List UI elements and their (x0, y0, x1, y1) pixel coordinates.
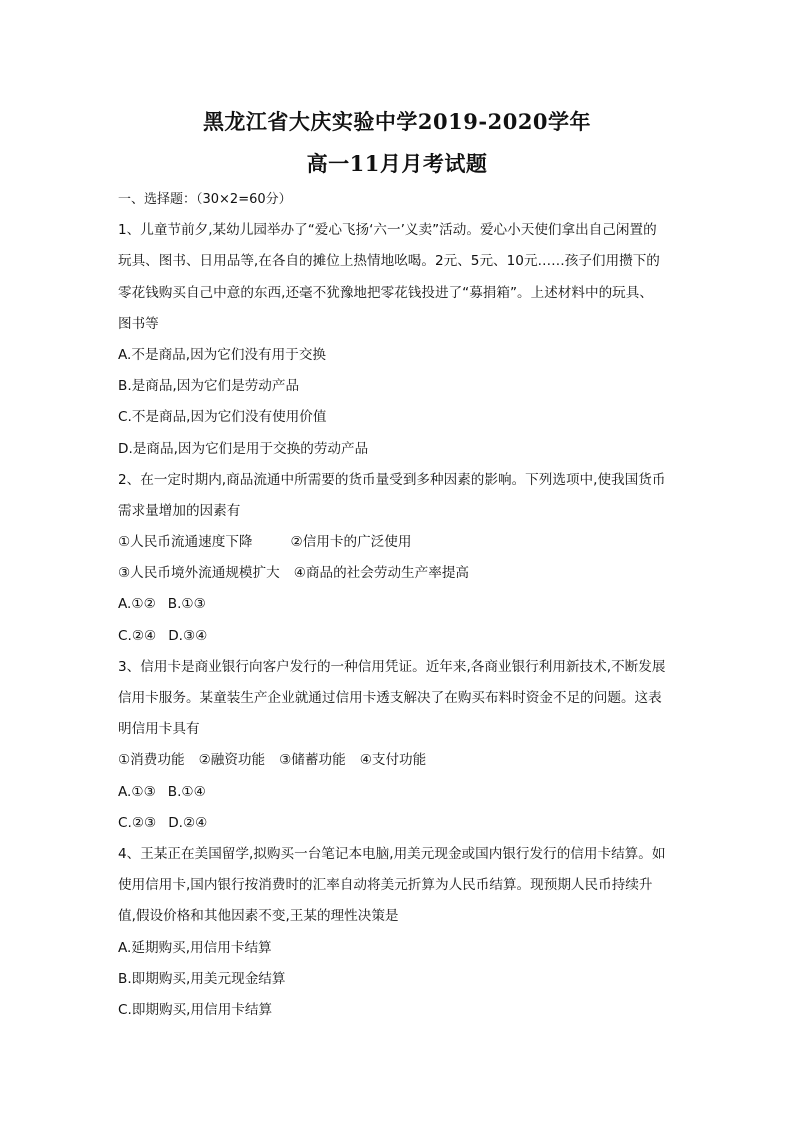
question-2 (118, 465, 678, 652)
question-stem-line: 使用信用卡,国内银行按消费时的汇率自动将美元折算为人民币结算。现预期人民币持续升 (118, 877, 653, 894)
page-subtitle: 高一11月月考试题 (306, 151, 488, 176)
question-stem-line: 图书等 (118, 315, 159, 332)
question-3 (118, 652, 678, 839)
option-c: C.②③ (118, 814, 157, 831)
option-c: C.不是商品,因为它们没有使用价值 (118, 409, 327, 426)
statement-item: ②信用卡的广泛使用 (290, 534, 412, 551)
question-stem-line: 2、在一定时期内,商品流通中所需要的货币量受到多种因素的影响。下列选项中,使我国货币 (118, 471, 666, 488)
option-b: B.是商品,因为它们是劳动产品 (118, 378, 300, 395)
option-d: D.②④ (168, 814, 208, 831)
question-stem-line: 玩具、图书、日用品等,在各自的摊位上热情地吆喝。2元、5元、10元……孩子们用攒下的 (118, 253, 660, 270)
option-row (118, 589, 678, 620)
section-heading: 一、选择题：（30×2=60分） (118, 192, 292, 207)
question-stem-line: 明信用卡具有 (118, 721, 200, 738)
question-stem-line: 3、信用卡是商业银行向客户发行的一种信用凭证。近年来,各商业银行利用新技术,不断发展 (118, 658, 666, 675)
statement-item: ①消费功能 (118, 752, 185, 769)
page-title: 黑龙江省大庆实验中学2019-2020学年 (202, 109, 592, 134)
question-stem-line: 值,假设价格和其他因素不变,王某的理性决策是 (118, 908, 399, 925)
statement-item: ②融资功能 (198, 752, 266, 769)
question-stem-line: 零花钱购买自己中意的东西,还毫不犹豫地把零花钱投进了“募捐箱”。上述材料中的玩具、 (118, 284, 653, 301)
option-row (118, 808, 678, 839)
question-1 (118, 215, 678, 465)
statement-item: ③储蓄功能 (279, 752, 346, 769)
statement-row (118, 558, 678, 589)
option-c: C.即期购买,用信用卡结算 (118, 1001, 273, 1018)
statement-item: ④商品的社会劳动生产率提高 (293, 565, 470, 582)
option-row (118, 777, 678, 808)
question-4 (118, 839, 678, 1026)
question-stem-line: 信用卡服务。某童装生产企业就通过信用卡透支解决了在购买布料时资金不足的问题。这表 (118, 690, 662, 706)
statement-item: ③人民币境外流通规模扩大 (118, 565, 280, 582)
option-b: B.①④ (167, 783, 206, 800)
option-b: B.即期购买,用美元现金结算 (118, 970, 286, 987)
option-a: A.①② (118, 596, 156, 613)
statement-row (118, 745, 678, 776)
option-c: C.②④ (118, 627, 157, 644)
statement-row (118, 527, 678, 558)
option-a: A.不是商品,因为它们没有用于交换 (118, 346, 327, 363)
option-row (118, 621, 678, 652)
option-d: D.是商品,因为它们是用于交换的劳动产品 (118, 440, 369, 457)
exam-content (118, 184, 678, 1026)
statement-item: ④支付功能 (359, 752, 427, 769)
option-a: A.延期购买,用信用卡结算 (118, 939, 272, 956)
question-stem-line: 4、王某正在美国留学,拟购买一台笔记本电脑,用美元现金或国内银行发行的信用卡结算。如 (118, 845, 666, 862)
option-d: D.③④ (168, 627, 208, 644)
option-b: B.①③ (167, 596, 206, 613)
question-stem-line: 1、儿童节前夕,某幼儿园举办了“爱心飞扬‘六一’义卖”活动。爱心小天使们拿出自己闲置的 (118, 222, 657, 239)
question-stem-line: 需求量增加的因素有 (118, 502, 241, 519)
option-a: A.①③ (118, 783, 156, 800)
statement-item: ①人民币流通速度下降 (118, 534, 253, 551)
